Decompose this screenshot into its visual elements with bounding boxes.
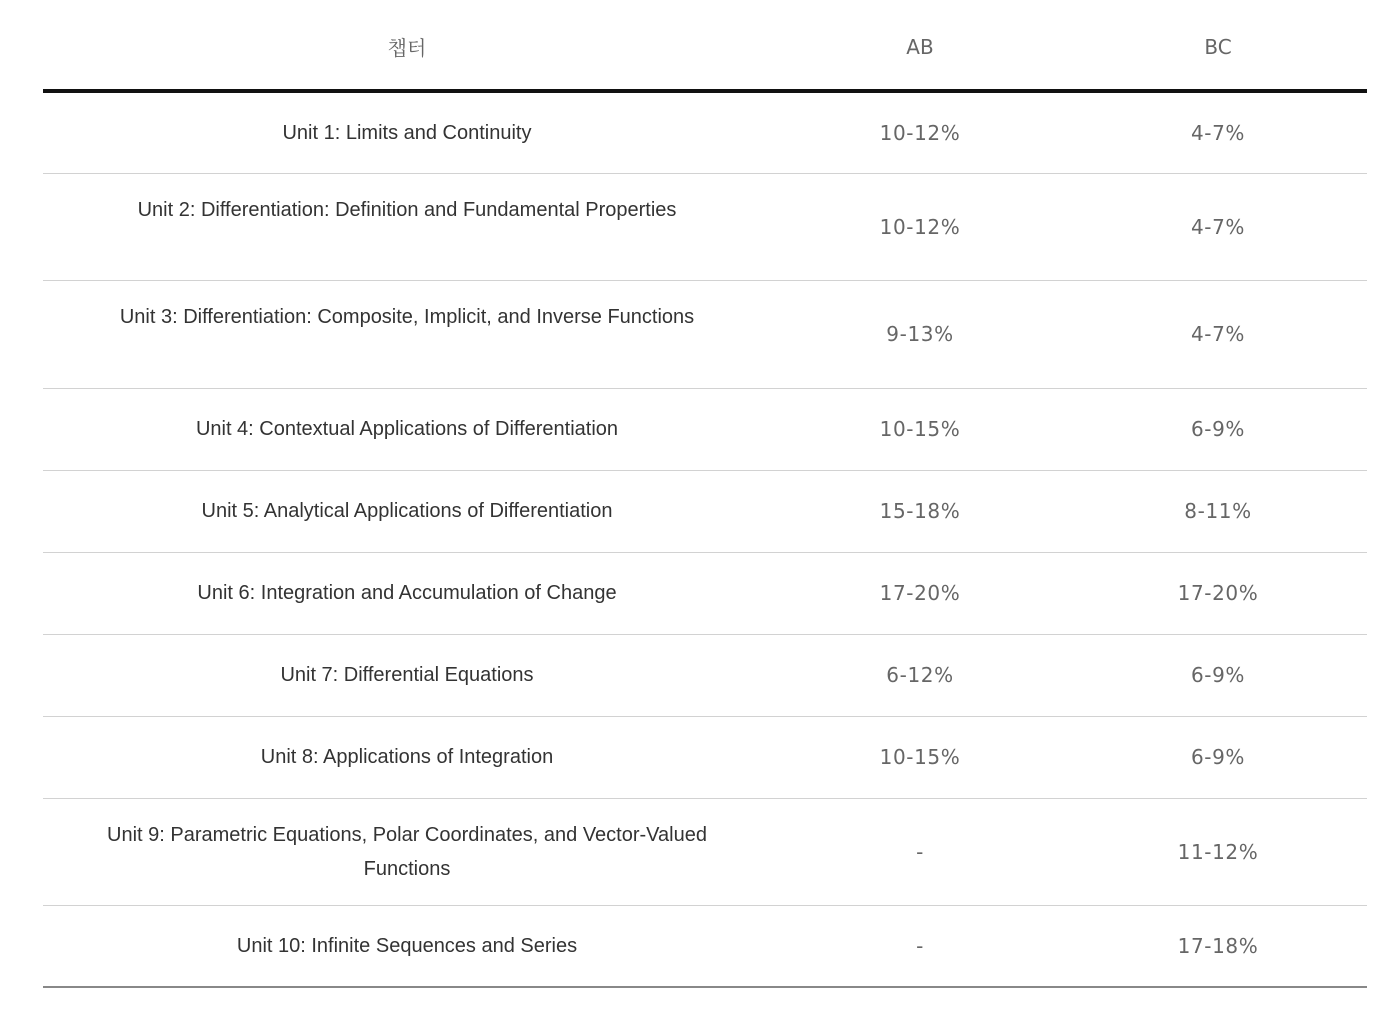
ab-weight-cell: 10-12% xyxy=(771,91,1069,173)
ab-weight-cell: 9-13% xyxy=(771,280,1069,388)
exam-weighting-table xyxy=(43,0,1367,988)
ab-weight-cell: - xyxy=(771,905,1069,987)
exam-weighting-table-container xyxy=(43,0,1367,988)
bc-weight-cell: 4-7% xyxy=(1069,173,1367,280)
bc-weight-cell: 11-12% xyxy=(1069,798,1367,905)
table-row xyxy=(43,552,1367,634)
bc-weight-cell: 6-9% xyxy=(1069,388,1367,470)
chapter-cell: Unit 10: Infinite Sequences and Series xyxy=(43,905,771,987)
bc-weight-cell: 4-7% xyxy=(1069,91,1367,173)
table-row xyxy=(43,798,1367,905)
column-header-ab-label: AB xyxy=(906,34,934,59)
chapter-cell: Unit 6: Integration and Accumulation of Change xyxy=(43,552,771,634)
column-header-chapter xyxy=(43,0,771,91)
table-row xyxy=(43,388,1367,470)
chapter-cell: Unit 9: Parametric Equations, Polar Coordinates, and Vector-Valued Functions xyxy=(43,798,771,905)
ab-weight-cell: - xyxy=(771,798,1069,905)
chapter-cell: Unit 1: Limits and Continuity xyxy=(43,91,771,173)
table-row xyxy=(43,280,1367,388)
table-row xyxy=(43,470,1367,552)
bc-weight-cell: 4-7% xyxy=(1069,280,1367,388)
chapter-cell: Unit 2: Differentiation: Definition and Fundamental Properties xyxy=(43,173,771,280)
column-header-bc-label: BC xyxy=(1204,34,1232,59)
table-row xyxy=(43,716,1367,798)
table-body xyxy=(43,91,1367,987)
ab-weight-cell: 15-18% xyxy=(771,470,1069,552)
chapter-cell: Unit 8: Applications of Integration xyxy=(43,716,771,798)
header-row xyxy=(43,0,1367,91)
ab-weight-cell: 10-12% xyxy=(771,173,1069,280)
ab-weight-cell: 10-15% xyxy=(771,388,1069,470)
column-header-chapter-label: 챕터 xyxy=(387,36,427,60)
bc-weight-cell: 8-11% xyxy=(1069,470,1367,552)
chapter-cell: Unit 5: Analytical Applications of Differentiation xyxy=(43,470,771,552)
chapter-cell: Unit 4: Contextual Applications of Differentiation xyxy=(43,388,771,470)
table-row xyxy=(43,905,1367,987)
table-header xyxy=(43,0,1367,91)
column-header-bc xyxy=(1069,0,1367,91)
bc-weight-cell: 17-20% xyxy=(1069,552,1367,634)
bc-weight-cell: 6-9% xyxy=(1069,716,1367,798)
table-row xyxy=(43,634,1367,716)
bc-weight-cell: 6-9% xyxy=(1069,634,1367,716)
table-row xyxy=(43,173,1367,280)
chapter-cell: Unit 7: Differential Equations xyxy=(43,634,771,716)
ab-weight-cell: 10-15% xyxy=(771,716,1069,798)
column-header-ab xyxy=(771,0,1069,91)
bc-weight-cell: 17-18% xyxy=(1069,905,1367,987)
chapter-cell: Unit 3: Differentiation: Composite, Implicit, and Inverse Functions xyxy=(43,280,771,388)
table-row xyxy=(43,91,1367,173)
ab-weight-cell: 17-20% xyxy=(771,552,1069,634)
ab-weight-cell: 6-12% xyxy=(771,634,1069,716)
